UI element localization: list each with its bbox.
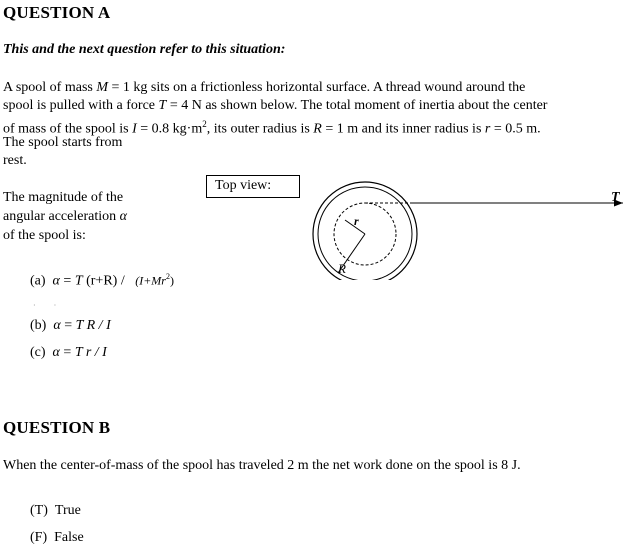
option-marker: (T) [30,503,48,518]
spool-diagram [300,178,630,280]
expression-part: (r+R) / [82,273,125,289]
option-false[interactable] [30,530,84,546]
alpha-symbol: α [53,318,61,333]
problem-text: A spool of mass [3,80,97,95]
alpha-symbol: α [52,345,60,360]
expression-part: (I+Mr [135,273,166,288]
inner-radius-label: r [354,214,359,228]
prompt-line-3: of the spool is: [3,228,86,243]
problem-text: of mass of the spool is [3,121,133,137]
force-label: T [611,190,620,205]
problem-line-4: The spool starts from [3,135,123,150]
option-marker: (F) [30,530,48,545]
question-a-heading: QUESTION A [3,3,111,22]
equals-sign: = [60,318,76,333]
top-view-label: Top view: [206,175,300,198]
prompt-text: angular acceleration [3,209,120,224]
option-a[interactable] [30,272,174,290]
problem-text: = 0.8 kg·m [136,121,203,137]
force-symbol: T [158,98,167,113]
mass-symbol: M [96,80,109,95]
equals-sign: = [59,273,75,289]
question-a-intro: This and the next question refer to this situation: [3,42,286,57]
option-marker: (a) [30,273,46,289]
alpha-symbol: α [119,209,127,224]
outer-radius-label: R [338,261,346,276]
option-b[interactable] [30,318,111,334]
inertia-symbol: I [132,121,137,137]
option-true[interactable] [30,503,81,519]
option-c[interactable] [30,345,107,361]
option-label: True [54,503,81,518]
prompt-line-1: The magnitude of the [3,190,124,205]
problem-text: = 0.5 m. [490,121,541,137]
alpha-symbol: α [52,273,60,289]
inner-radius-symbol: r [484,121,491,137]
problem-text: spool is pulled with a force [3,98,159,113]
expression-part: ) [169,273,174,288]
option-marker: (c) [30,345,46,360]
prompt-line-2 [3,208,127,226]
problem-text: = 1 m and its inner radius is [321,121,485,137]
option-label: False [54,530,84,545]
problem-text: = 4 N as shown below. The total moment of inertia about the center [166,98,548,113]
expression-part: T [74,273,83,289]
expression: T r / I [74,345,107,360]
option-marker: (b) [30,318,47,333]
question-b-heading: QUESTION B [3,418,111,437]
problem-text: , its outer radius is [206,121,314,137]
question-b-statement: When the center-of-mass of the spool has traveled 2 m the net work done on the spool is 8 J. [3,458,521,473]
outer-rim-circle [313,182,417,280]
problem-text: = 1 kg sits on a frictionless horizontal surface. A thread wound around the [108,80,526,95]
unit-exponent: 2 [202,119,207,129]
decorative-dots: · · [33,301,57,310]
expression: T R / I [75,318,111,333]
problem-line-1 [3,79,525,97]
problem-line-5: rest. [3,153,27,168]
outer-radius-symbol: R [313,121,322,137]
problem-line-2 [3,97,547,115]
expression-exponent: 2 [165,272,170,281]
equals-sign: = [59,345,75,360]
